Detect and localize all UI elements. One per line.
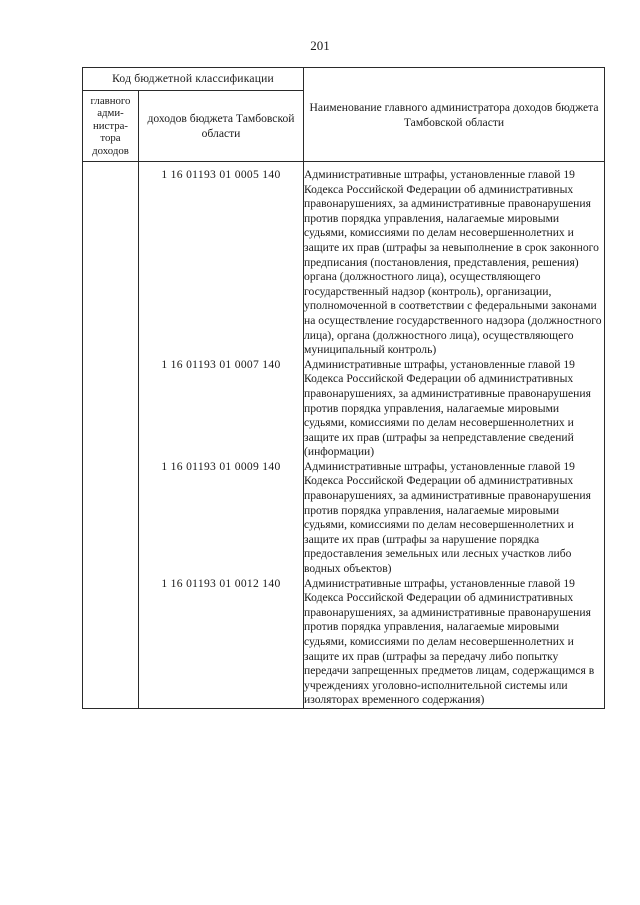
- page-number: 201: [310, 38, 330, 53]
- description-cell: [304, 460, 605, 577]
- income-code-cell: 1 16 01193 01 0007 140: [139, 358, 304, 460]
- income-code-cell: 1 16 01193 01 0009 140: [139, 460, 304, 577]
- table-row: [83, 577, 605, 709]
- header-main-administrator-label: главного адми-нистра-тора доходов: [90, 94, 131, 157]
- description-cell: [304, 577, 605, 709]
- admin-code-cell: [83, 460, 139, 577]
- header-administrator-name: [304, 68, 605, 162]
- budget-classification-table: [82, 67, 605, 709]
- income-code-cell: 1 16 01193 01 0005 140: [139, 162, 304, 358]
- admin-code-cell: [83, 577, 139, 709]
- description-cell: [304, 358, 605, 460]
- income-code-cell: 1 16 01193 01 0012 140: [139, 577, 304, 709]
- description-cell: [304, 162, 605, 358]
- header-main-administrator: [83, 91, 139, 162]
- description-text: Административные штрафы, установленные главой 19 Кодекса Российской Федерации об административных правонарушениях, за административные правонарушения против порядка управления, налагаемые мировыми судьями, комиссиями по делам несовершеннолетних и защите их прав (штрафы за непредставление сведений (информации): [304, 357, 591, 459]
- header-budget-income-label: доходов бюджета Тамбовской области: [147, 112, 295, 140]
- description-text: Административные штрафы, установленные главой 19 Кодекса Российской Федерации об административных правонарушениях, за административные правонарушения против порядка управления, налагаемые мировыми судьями, комиссиями по делам несовершеннолетних и защите их прав (штрафы за невыполнение в срок законного предписания (постановления, представления, решения) органа (должностного лица), осуществляющего государственный надзор (контроль), организации, уполномоченной в соответствии с федеральными законами на осуществление государственного надзора (должностного лица), органа (должностного лица), осуществляющего муниципальный контроль): [304, 168, 602, 357]
- header-budget-income: [139, 91, 304, 162]
- description-text: Административные штрафы, установленные главой 19 Кодекса Российской Федерации об административных правонарушениях, за административные правонарушения против порядка управления, налагаемые мировыми судьями, комиссиями по делам несовершеннолетних и защите их прав (штрафы за передачу либо попытку передачи запрещенных предметов лицам, содержащимся в учреждениях уголовно-исполнительной системы или изоляторах временного содержания): [304, 576, 595, 707]
- description-text: Административные штрафы, установленные главой 19 Кодекса Российской Федерации об административных правонарушениях, за административные правонарушения против порядка управления, налагаемые мировыми судьями, комиссиями по делам несовершеннолетних и защите их прав (штрафы за нарушение порядка предоставления земельных или лесных участков либо водных объектов): [304, 459, 591, 576]
- table-row: [83, 460, 605, 577]
- admin-code-cell: [83, 358, 139, 460]
- header-budget-classification-code: Код бюджетной классификации: [83, 68, 304, 91]
- table-row: [83, 358, 605, 460]
- header-administrator-name-label: Наименование главного администратора доходов бюджета Тамбовской области: [309, 100, 599, 129]
- admin-code-cell: [83, 162, 139, 358]
- table-row: [83, 162, 605, 358]
